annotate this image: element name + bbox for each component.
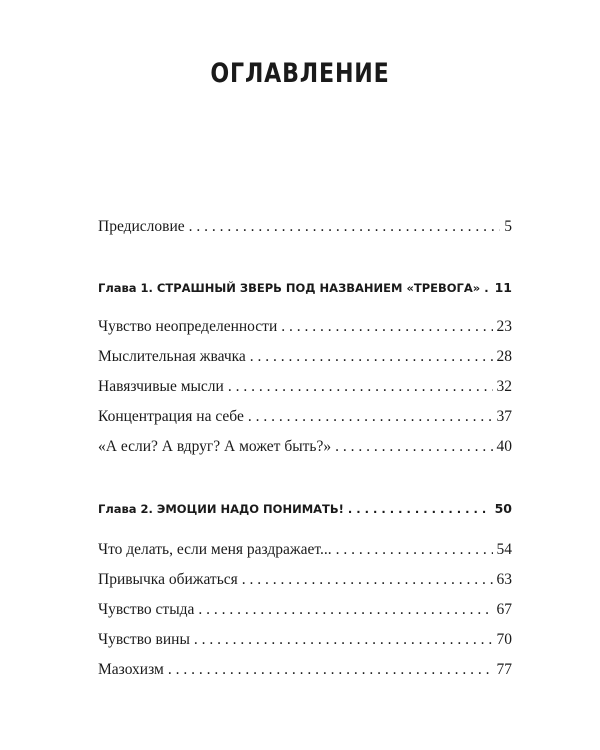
toc-entry-page: 63 bbox=[496, 571, 512, 588]
dot-leader bbox=[248, 407, 493, 427]
toc-entry-label: Что делать, если меня раздражает... bbox=[98, 541, 332, 558]
toc-entry[interactable] bbox=[98, 437, 512, 457]
toc-entry-page: 32 bbox=[496, 378, 512, 395]
toc-entry-label: Навязчивые мысли bbox=[98, 378, 224, 395]
toc-entry[interactable] bbox=[98, 660, 512, 680]
dot-leader bbox=[168, 660, 493, 680]
toc-entry-label: Концентрация на себе bbox=[98, 408, 244, 425]
toc-entry-label: Чувство неопределенности bbox=[98, 318, 278, 335]
toc-entry-label: Мазохизм bbox=[98, 661, 164, 678]
chapter-title: Глава 1. СТРАШНЫЙ ЗВЕРЬ ПОД НАЗВАНИЕМ «ТРЕВОГА» bbox=[98, 281, 481, 295]
dot-leader bbox=[348, 499, 491, 519]
toc-entry[interactable] bbox=[98, 630, 512, 650]
toc-entry-page: 77 bbox=[496, 661, 512, 678]
dot-leader bbox=[335, 437, 492, 457]
toc-entry-label: Чувство стыда bbox=[98, 601, 195, 618]
dot-leader bbox=[228, 377, 493, 397]
toc-entry-page: 67 bbox=[496, 601, 512, 618]
toc-entry[interactable] bbox=[98, 540, 512, 560]
toc-entry-page: 40 bbox=[496, 438, 512, 455]
toc-entry-label: Привычка обижаться bbox=[98, 571, 238, 588]
toc-entry-label: Предисловие bbox=[98, 218, 185, 235]
toc-entry[interactable] bbox=[98, 377, 512, 397]
dot-leader bbox=[242, 570, 493, 590]
dot-leader bbox=[281, 317, 492, 337]
toc-entry-label: Чувство вины bbox=[98, 631, 190, 648]
toc-entry-page: 5 bbox=[504, 218, 512, 235]
page-title: ОГЛАВЛЕНИЕ bbox=[210, 58, 390, 89]
toc-entry[interactable] bbox=[98, 347, 512, 367]
dot-leader bbox=[484, 278, 490, 298]
dot-leader bbox=[250, 347, 493, 367]
toc-entry-page: 23 bbox=[496, 318, 512, 335]
dot-leader bbox=[189, 217, 501, 237]
toc-entry-page: 54 bbox=[496, 541, 512, 558]
dot-leader bbox=[194, 630, 493, 650]
chapter-page: 50 bbox=[494, 501, 512, 516]
toc-entry-page: 70 bbox=[496, 631, 512, 648]
toc-entry[interactable] bbox=[98, 407, 512, 427]
toc-entry-page: 28 bbox=[496, 348, 512, 365]
toc-chapter-1[interactable] bbox=[98, 278, 512, 298]
toc-entry-preface[interactable] bbox=[98, 217, 512, 237]
chapter-title: Глава 2. ЭМОЦИИ НАДО ПОНИМАТЬ! bbox=[98, 502, 344, 516]
toc-entry-label: Мыслительная жвачка bbox=[98, 348, 246, 365]
chapter-page: 11 bbox=[494, 280, 512, 295]
toc-entry-page: 37 bbox=[496, 408, 512, 425]
dot-leader bbox=[336, 540, 493, 560]
toc-entry[interactable] bbox=[98, 317, 512, 337]
dot-leader bbox=[198, 600, 492, 620]
toc-entry[interactable] bbox=[98, 600, 512, 620]
toc-entry-label: «А если? А вдруг? А может быть?» bbox=[98, 438, 332, 455]
toc-entry[interactable] bbox=[98, 570, 512, 590]
toc-chapter-2[interactable] bbox=[98, 499, 512, 519]
